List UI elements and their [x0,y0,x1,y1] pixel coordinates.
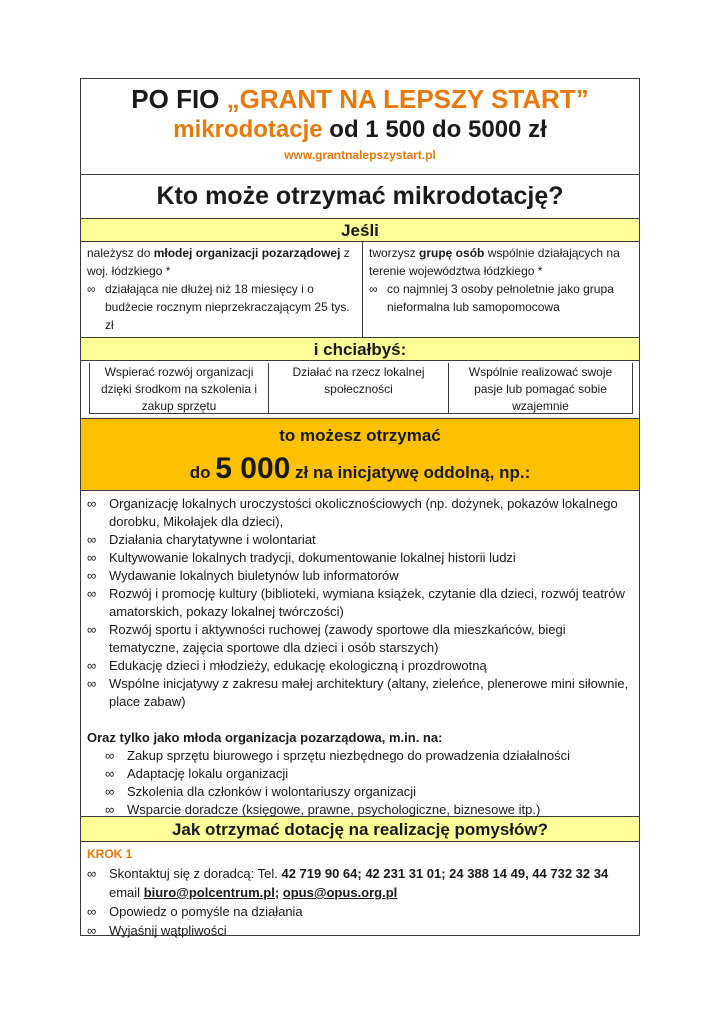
bullet-icon: ∞ [87,658,97,673]
bullet-icon: ∞ [87,923,97,938]
bullet-icon: ∞ [87,496,97,511]
phone-numbers: 42 719 90 64; 42 231 31 01; 24 388 14 49, 44 732 32 34 [281,866,609,881]
bullet-icon: ∞ [87,904,97,919]
wish-bar: i chciałbyś: [81,338,639,361]
list-item: ∞ Wydawanie lokalnych biuletynów lub informatorów [87,568,399,583]
bullet-icon: ∞ [87,550,97,565]
bullet-icon: ∞ [87,676,97,691]
bullet-icon: ∞ [369,282,378,296]
list-item: ∞ Rozwój sportu i aktywności ruchowej (zawody sportowe dla mieszkańców, biegi tematyczne, zajęcia sportowe dla dzieci i osób starszych) [87,622,566,655]
examples-list [81,491,639,817]
eligibility-box [81,242,639,338]
amount: 5 000 [215,452,291,485]
step-label: KROK 1 [87,847,133,861]
list-item: ∞ Skontaktuj się z doradcą: Tel. 42 719 90 64; 42 231 31 01; 24 388 14 49, 44 732 32 34 email biuro@polcentrum.pl; opus@opus.org.pl [87,866,609,900]
email-link-opus[interactable]: opus@opus.org.pl [282,885,398,900]
wish-item: Wspólnie realizować swoje pasje lub pomagać sobie wzajemnie [448,363,632,413]
list-item: ∞ co najmniej 3 osoby pełnoletnie jako grupa nieformalna lub samopomocowa [369,282,614,314]
who-heading: Kto może otrzymać mikrodotację? [81,175,639,219]
email-link-polcentrum[interactable]: biuro@polcentrum.pl [143,885,275,900]
list-item: ∞ Rozwój i promocję kultury (biblioteki, wymiana książek, czytanie dla dzieci, rozwój teatrów amatorskich, pokazy lokalnej twórczości) [87,586,625,619]
list-item: ∞ działająca nie dłużej niż 18 miesięcy i o budżecie rocznym nieprzekraczającym 25 tys. zł [87,282,350,332]
wish-item: Działać na rzecz lokalnej społeczności [268,363,448,413]
bullet-icon: ∞ [87,586,97,601]
list-item: ∞ Szkolenia dla członków i wolontariuszy organizacji [105,784,417,799]
bullet-icon: ∞ [105,784,115,799]
bullet-icon: ∞ [105,766,115,781]
main-title: PO FIO „GRANT NA LEPSZY START” [131,84,589,114]
bullet-icon: ∞ [87,568,97,583]
list-item: ∞ Wspólne inicjatywy z zakresu małej architektury (altany, zieleńce, plenerowe mini siłownie, place zabaw) [87,676,629,709]
steps-section [81,842,639,943]
bullet-icon: ∞ [87,282,96,296]
list-item: ∞ Wyjaśnij wątpliwości [87,923,227,938]
bullet-icon: ∞ [105,748,115,763]
grant-amount-bar: to możesz otrzymać do 5 000 zł na inicjatywę oddolną, np.: [81,419,639,491]
list-item: ∞ Edukację dzieci i młodzieży, edukację ekologiczną i prozdrowotną [87,658,487,673]
young-org-heading: Oraz tylko jako młoda organizacja pozarządowa, m.in. na: [87,730,443,745]
list-item: ∞ Działania charytatywne i wolontariat [87,532,316,547]
wish-item: Wspierać rozwój organizacji dzięki środkom na szkolenia i zakup sprzętu [100,365,258,413]
bullet-icon: ∞ [87,866,97,881]
list-item: ∞ Organizację lokalnych uroczystości okolicznościowych (np. dożynek, pokazów lokalnego dorobku, Mikołajek dla dzieci), [87,496,618,529]
website-link[interactable]: www.grantnalepszystart.pl [284,148,436,162]
list-item: ∞ Wsparcie doradcze (księgowe, prawne, psychologiczne, biznesowe itp.) [105,802,541,817]
bullet-icon: ∞ [87,622,97,637]
eligibility-organization: należysz do młodej organizacji pozarządowej z woj. łódzkiego * ∞ działająca nie dłużej niż 18 miesięcy i o budżecie rocznym nieprzekraczającym 25 tys. zł [81,242,363,337]
bullet-icon: ∞ [87,532,97,547]
how-bar: Jak otrzymać dotację na realizację pomysłów? [81,817,639,842]
bullet-icon: ∞ [105,802,115,817]
if-bar: Jeśli [81,219,639,242]
wish-box [81,361,639,419]
list-item: ∞ Adaptację lokalu organizacji [105,766,289,781]
list-item: ∞ Zakup sprzętu biurowego i sprzętu niezbędnego do prowadzenia działalności [105,748,570,763]
header [81,79,639,175]
eligibility-group: tworzysz grupę osób wspólnie działających na terenie województwa łódzkiego * ∞ co najmniej 3 osoby pełnoletnie jako grupa nieformalna lub samopomocowa [363,242,639,337]
flyer [80,78,640,936]
subtitle: mikrodotacje od 1 500 do 5000 zł [173,116,547,143]
list-item: ∞ Kultywowanie lokalnych tradycji, dokumentowanie lokalnej historii ludzi [87,550,516,565]
list-item: ∞ Opowiedz o pomyśle na działania [87,904,303,919]
young-org-list [87,747,633,819]
